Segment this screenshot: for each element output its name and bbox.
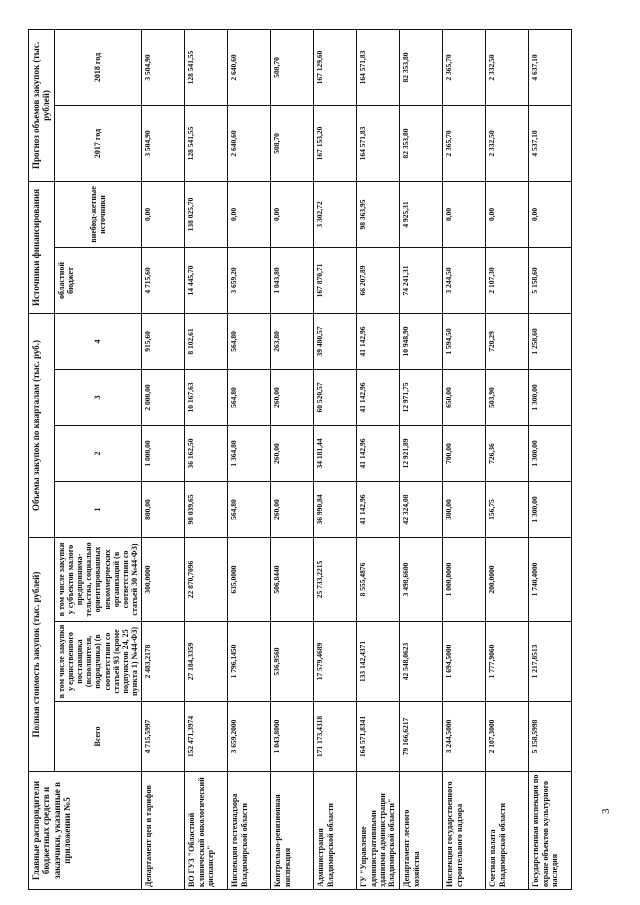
- quarter-3-volume: 10 167,63: [185, 370, 228, 426]
- distributor-name: Инспекция государственного строительного надзора: [443, 772, 486, 890]
- header-2018: 2018 год: [54, 29, 142, 105]
- header-total: Всего: [54, 702, 142, 772]
- quarter-1-volume: 41 142,96: [357, 482, 400, 538]
- small-business-cost: 200,0000: [486, 538, 529, 622]
- quarter-3-volume: 41 142,96: [357, 370, 400, 426]
- regional-budget: 5 158,60: [529, 247, 572, 313]
- distributor-name: Департамент лесного хозяйства: [400, 772, 443, 890]
- forecast-2018: 82 353,80: [400, 29, 443, 105]
- header-q1: 1: [54, 482, 142, 538]
- regional-budget: 74 241,31: [400, 247, 443, 313]
- quarter-4-volume: 915,60: [142, 313, 185, 369]
- extrabudget-sources: 0,00: [529, 181, 572, 247]
- extrabudget-sources: 0,00: [142, 181, 185, 247]
- header-q4: 4: [54, 313, 142, 369]
- table-row: [529, 29, 572, 889]
- distributor-name: ГУ "Управление административными зданиями администрации Владимирской области": [357, 772, 400, 890]
- extrabudget-sources: 3 302,72: [314, 181, 357, 247]
- table-row: [314, 29, 357, 889]
- table-row: [443, 29, 486, 889]
- extrabudget-sources: 0,00: [443, 181, 486, 247]
- quarter-2-volume: 12 921,89: [400, 426, 443, 482]
- forecast-2018: 2 365,70: [443, 29, 486, 105]
- single-supplier-cost: 536,9560: [271, 622, 314, 702]
- single-supplier-cost: 27 184,3359: [185, 622, 228, 702]
- forecast-2017: 4 537,10: [529, 105, 572, 181]
- distributor-name: ВО ГУЗ "Областной клинический онкологический диспансер": [185, 772, 228, 890]
- total-cost: 79 166,6217: [400, 702, 443, 772]
- extrabudget-sources: 138 025,70: [185, 181, 228, 247]
- forecast-2018: 3 504,90: [142, 29, 185, 105]
- quarter-1-volume: 800,00: [142, 482, 185, 538]
- header-q2: 2: [54, 426, 142, 482]
- distributor-name: Администрация Владимирской области: [314, 772, 357, 890]
- page-number: 3: [600, 808, 612, 814]
- forecast-2017: 2 332,50: [486, 105, 529, 181]
- single-supplier-cost: 1 777,9060: [486, 622, 529, 702]
- forecast-2018: 2 332,50: [486, 29, 529, 105]
- header-single-supplier: в том числе закупки у единственного поставщика (исполнителя, подрядчика) (в соответствии со статьей 93 (кроме подпунктов 24, 25 пункта 1) №44-ФЗ): [54, 622, 142, 702]
- header-forecast: Прогноз объемов закупок (тыс. рублей): [29, 29, 55, 181]
- quarter-2-volume: 1 300,00: [529, 426, 572, 482]
- forecast-2018: 167 129,60: [314, 29, 357, 105]
- total-cost: 164 571,8341: [357, 702, 400, 772]
- forecast-2018: 164 571,83: [357, 29, 400, 105]
- regional-budget: 167 870,71: [314, 247, 357, 313]
- single-supplier-cost: 1 217,8513: [529, 622, 572, 702]
- table-row: [185, 29, 228, 889]
- total-cost: 171 173,4318: [314, 702, 357, 772]
- single-supplier-cost: 133 142,4371: [357, 622, 400, 702]
- quarter-1-volume: 98 039,65: [185, 482, 228, 538]
- quarter-4-volume: 41 142,96: [357, 313, 400, 369]
- distributor-name: Департамент цен и тарифов: [142, 772, 185, 890]
- total-cost: 2 107,3000: [486, 702, 529, 772]
- quarter-3-volume: 650,00: [443, 370, 486, 426]
- small-business-cost: 635,0000: [228, 538, 271, 622]
- forecast-2017: 167 153,20: [314, 105, 357, 181]
- quarter-4-volume: 564,80: [228, 313, 271, 369]
- header-2017: 2017 год: [54, 105, 142, 181]
- quarter-4-volume: 1 594,50: [443, 313, 486, 369]
- total-cost: 3 244,5000: [443, 702, 486, 772]
- quarter-4-volume: 8 102,61: [185, 313, 228, 369]
- quarter-1-volume: 1 300,00: [529, 482, 572, 538]
- quarter-2-volume: 700,00: [443, 426, 486, 482]
- total-cost: 4 715,5997: [142, 702, 185, 772]
- header-regional-budget: областной бюджет: [54, 247, 142, 313]
- regional-budget: 66 207,89: [357, 247, 400, 313]
- small-business-cost: 506,8440: [271, 538, 314, 622]
- header-small-business: в том числе закупки у субъектов малого предпринима-тельства, социально ориентированных некоммерческих организаций (в соответствии со статьей 30 №44-ФЗ): [54, 538, 142, 622]
- total-cost: 152 471,3974: [185, 702, 228, 772]
- quarter-4-volume: 263,80: [271, 313, 314, 369]
- total-cost: 3 659,2000: [228, 702, 271, 772]
- quarter-3-volume: 2 000,00: [142, 370, 185, 426]
- extrabudget-sources: 4 925,31: [400, 181, 443, 247]
- quarter-3-volume: 503,90: [486, 370, 529, 426]
- quarter-3-volume: 1 300,00: [529, 370, 572, 426]
- table-row: [271, 29, 314, 889]
- regional-budget: 3 244,50: [443, 247, 486, 313]
- table-row: [228, 29, 271, 889]
- forecast-2017: 82 353,80: [400, 105, 443, 181]
- small-business-cost: 1 000,0000: [443, 538, 486, 622]
- single-supplier-cost: 17 579,4689: [314, 622, 357, 702]
- extrabudget-sources: 0,00: [228, 181, 271, 247]
- quarter-4-volume: 720,29: [486, 313, 529, 369]
- distributor-name: Контрольно-ревизионная инспекция: [271, 772, 314, 890]
- table-row: [400, 29, 443, 889]
- quarter-4-volume: 10 948,90: [400, 313, 443, 369]
- regional-budget: 1 043,80: [271, 247, 314, 313]
- distributor-name: Счетная палата Владимирской области: [486, 772, 529, 890]
- quarter-2-volume: 36 162,50: [185, 426, 228, 482]
- forecast-2017: 2 365,70: [443, 105, 486, 181]
- header-extrabudget: внебюд-жетные источники: [54, 181, 142, 247]
- forecast-2017: 164 571,83: [357, 105, 400, 181]
- extrabudget-sources: 98 363,95: [357, 181, 400, 247]
- forecast-2018: 2 640,60: [228, 29, 271, 105]
- small-business-cost: 1 740,4000: [529, 538, 572, 622]
- small-business-cost: 22 870,7096: [185, 538, 228, 622]
- small-business-cost: 3 498,6600: [400, 538, 443, 622]
- regional-budget: 3 659,20: [228, 247, 271, 313]
- quarter-4-volume: 39 480,57: [314, 313, 357, 369]
- quarter-3-volume: 12 971,75: [400, 370, 443, 426]
- quarter-1-volume: 42 324,08: [400, 482, 443, 538]
- procurement-table-container: [28, 30, 608, 890]
- header-sources: Источники финансирования: [29, 181, 55, 313]
- single-supplier-cost: 1 796,1450: [228, 622, 271, 702]
- quarter-1-volume: 300,00: [443, 482, 486, 538]
- table-row: [486, 29, 529, 889]
- quarter-2-volume: 1 364,80: [228, 426, 271, 482]
- small-business-cost: 25 733,2215: [314, 538, 357, 622]
- quarter-4-volume: 1 258,60: [529, 313, 572, 369]
- forecast-2017: 508,70: [271, 105, 314, 181]
- quarter-2-volume: 726,36: [486, 426, 529, 482]
- quarter-2-volume: 34 181,44: [314, 426, 357, 482]
- total-cost: 1 043,8000: [271, 702, 314, 772]
- small-business-cost: 8 555,4876: [357, 538, 400, 622]
- table-row: [357, 29, 400, 889]
- forecast-2018: 128 541,55: [185, 29, 228, 105]
- quarter-3-volume: 564,80: [228, 370, 271, 426]
- forecast-2017: 128 541,55: [185, 105, 228, 181]
- distributor-name: Государственная инспекция по охране объектов культурного наследия: [529, 772, 572, 890]
- quarter-1-volume: 260,00: [271, 482, 314, 538]
- header-distributors: Главные распорядители бюджетных средств и заказчики, указанные в приложении №5: [29, 772, 142, 890]
- header-full-cost: Полная стоимость закупок (тыс. рублей): [29, 538, 55, 772]
- single-supplier-cost: 1 694,5000: [443, 622, 486, 702]
- single-supplier-cost: 2 483,2178: [142, 622, 185, 702]
- extrabudget-sources: 0,00: [271, 181, 314, 247]
- quarter-3-volume: 60 520,57: [314, 370, 357, 426]
- distributor-name: Инспекция гостехнадзора Владимирской области: [228, 772, 271, 890]
- procurement-table: [28, 29, 572, 890]
- quarter-2-volume: 41 142,96: [357, 426, 400, 482]
- quarter-1-volume: 36 990,84: [314, 482, 357, 538]
- extrabudget-sources: 0,00: [486, 181, 529, 247]
- quarter-2-volume: 1 000,00: [142, 426, 185, 482]
- table-body: [142, 29, 572, 889]
- regional-budget: 14 445,70: [185, 247, 228, 313]
- header-quarters: Объемы закупок по кварталам (тыс. руб.): [29, 313, 55, 537]
- small-business-cost: 300,0000: [142, 538, 185, 622]
- forecast-2017: 2 640,60: [228, 105, 271, 181]
- forecast-2017: 3 504,90: [142, 105, 185, 181]
- total-cost: 5 158,5998: [529, 702, 572, 772]
- table-row: [142, 29, 185, 889]
- regional-budget: 2 107,30: [486, 247, 529, 313]
- forecast-2018: 508,70: [271, 29, 314, 105]
- header-q3: 3: [54, 370, 142, 426]
- single-supplier-cost: 42 548,0623: [400, 622, 443, 702]
- quarter-3-volume: 260,00: [271, 370, 314, 426]
- quarter-1-volume: 564,80: [228, 482, 271, 538]
- quarter-2-volume: 260,00: [271, 426, 314, 482]
- forecast-2018: 4 637,10: [529, 29, 572, 105]
- regional-budget: 4 715,60: [142, 247, 185, 313]
- quarter-1-volume: 156,75: [486, 482, 529, 538]
